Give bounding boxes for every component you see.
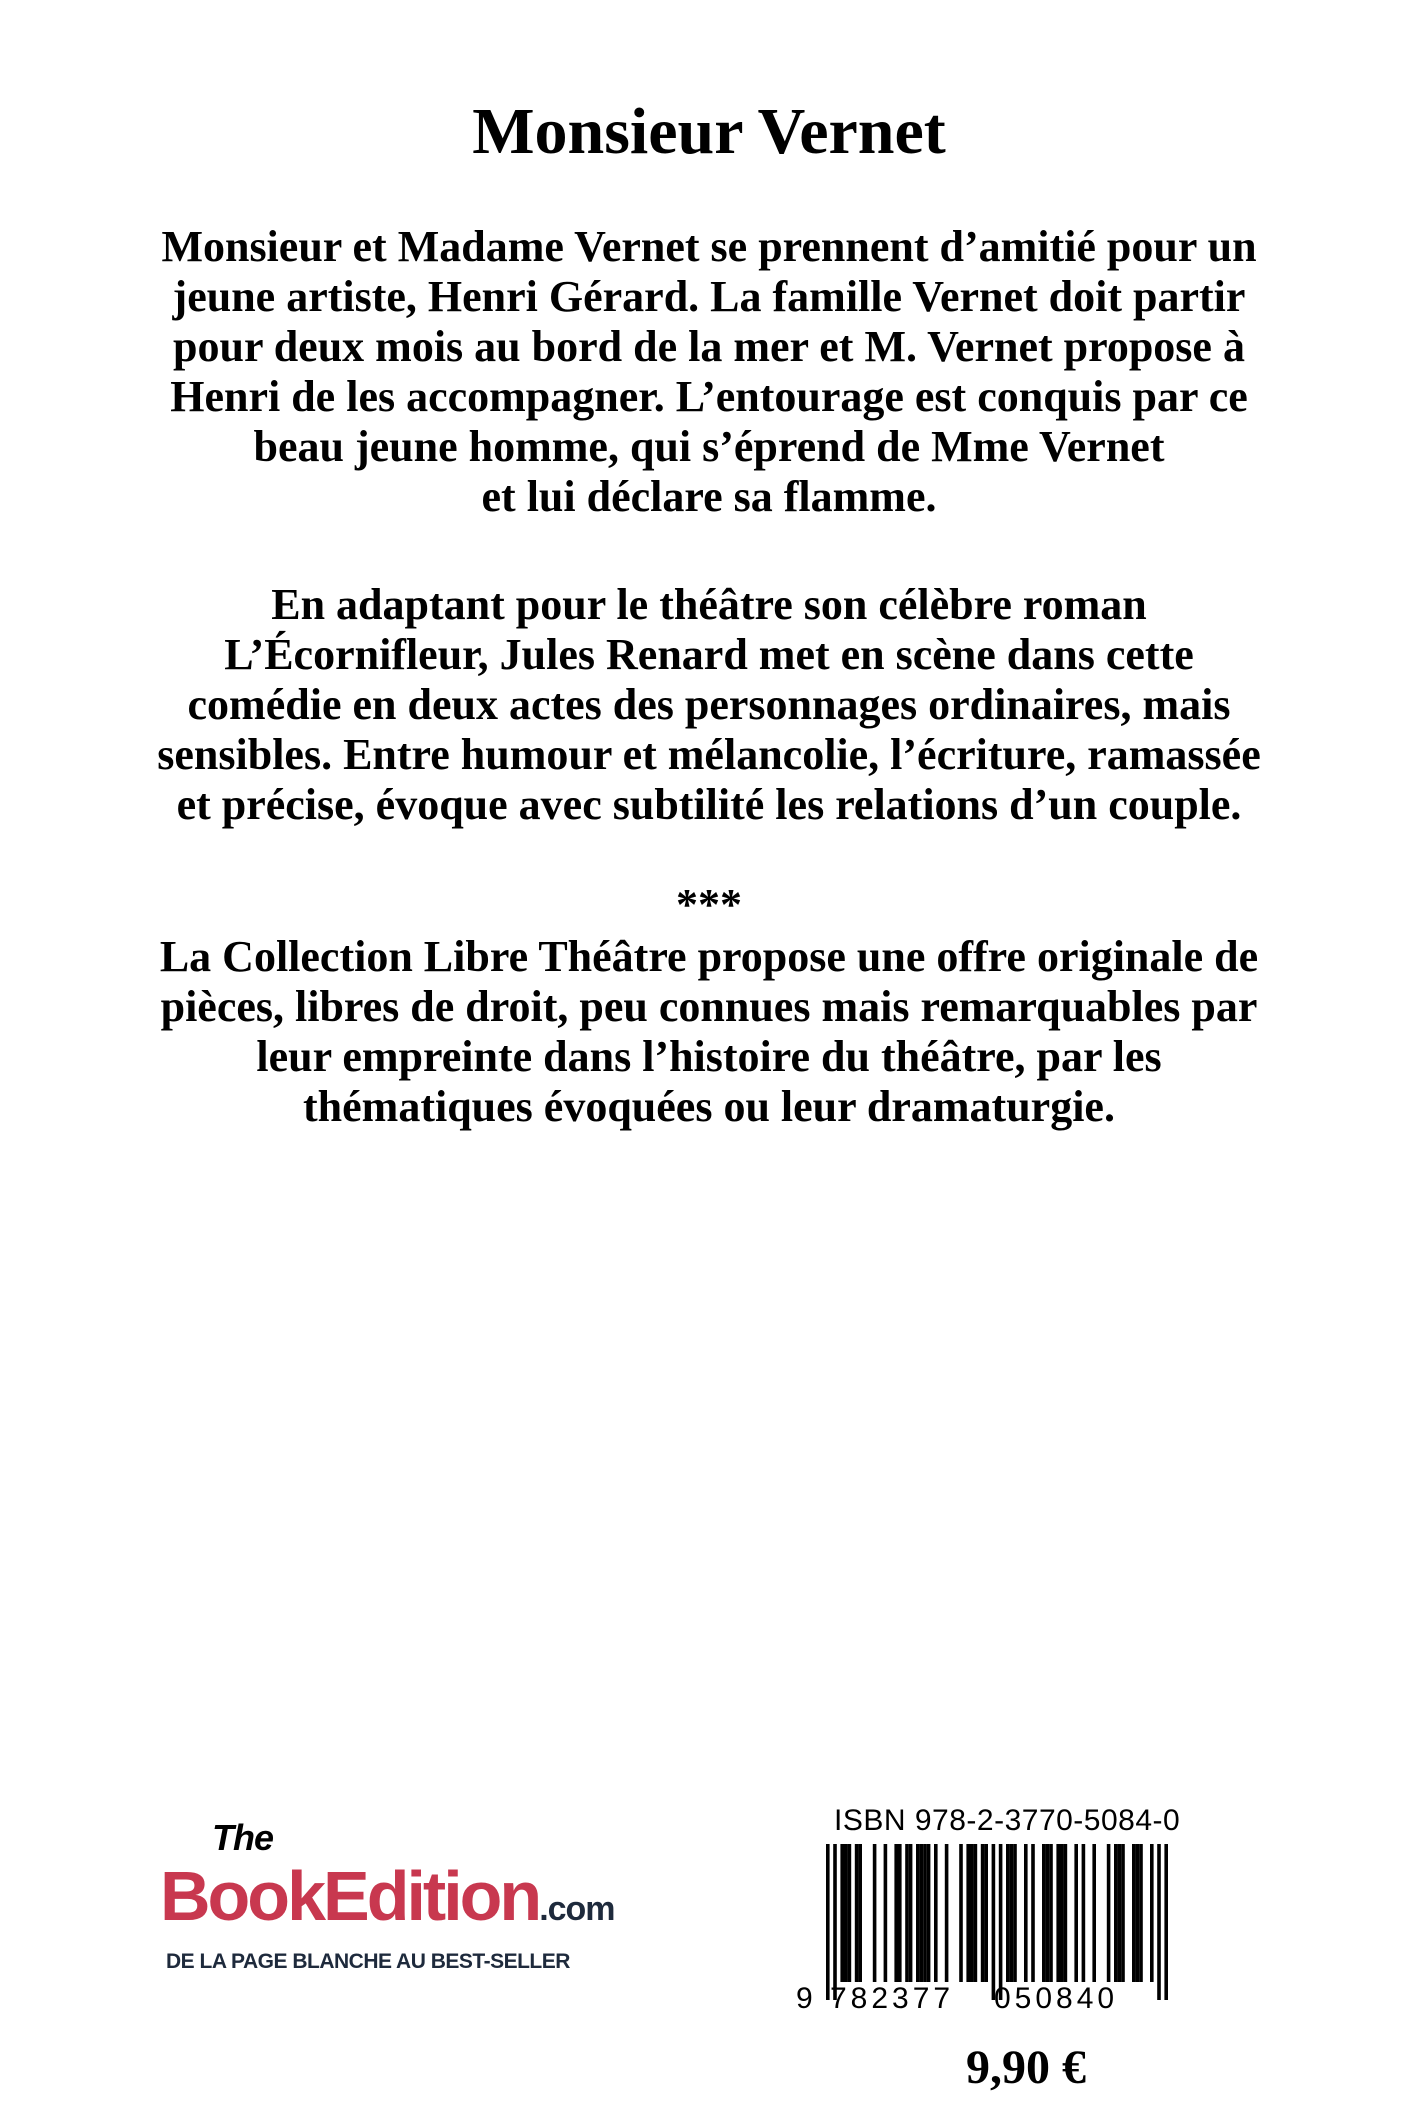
barcode-bar	[1031, 1844, 1035, 1982]
barcode-bar	[855, 1844, 859, 1982]
barcode-bar	[1074, 1844, 1078, 1982]
adaptation-line: sensibles. Entre humour et mélancolie, l’écriture, ramassée	[157, 730, 1261, 779]
isbn-label: ISBN 978-2-3770-5084-0	[834, 1804, 1181, 1837]
barcode-bar	[1136, 1844, 1140, 1982]
logo-brand-main: BookEdition	[160, 1857, 540, 1935]
collection-line: leur empreinte dans l’histoire du théâtre, par les	[256, 1032, 1162, 1081]
barcode-bar	[840, 1844, 844, 1982]
isbn-barcode	[796, 1804, 1196, 2028]
barcode-bar	[1056, 1844, 1060, 1982]
section-separator: ***	[676, 880, 742, 929]
barcode-bar	[1013, 1844, 1017, 1982]
barcode-bar	[894, 1844, 898, 1982]
adaptation-line: L’Écornifleur, Jules Renard met en scène dans cette	[224, 630, 1194, 679]
logo-tagline: DE LA PAGE BLANCHE AU BEST-SELLER	[166, 1950, 570, 1973]
adaptation-line: comédie en deux actes des personnages ordinaires, mais	[187, 680, 1231, 729]
barcode-bar	[1024, 1844, 1028, 1982]
barcode-left-digits: 782377	[830, 1982, 955, 2015]
barcode-bar	[999, 1844, 1003, 2000]
barcode-bar	[1064, 1844, 1068, 1982]
barcode-first-digit: 9	[796, 1982, 813, 2015]
book-title: Monsieur Vernet	[472, 95, 946, 168]
barcode-bar	[884, 1844, 888, 1982]
barcode-bar	[848, 1844, 852, 1982]
logo-the-text: The	[212, 1817, 274, 1858]
barcode-bar	[1082, 1844, 1086, 1982]
barcode-bar	[1114, 1844, 1118, 1982]
adaptation-line: En adaptant pour le théâtre son célèbre roman	[271, 580, 1147, 629]
barcode-bar	[1132, 1844, 1136, 1982]
summary-line: Henri de les accompagner. L’entourage est conquis par ce	[170, 372, 1248, 421]
summary-line: Monsieur et Madame Vernet se prennent d’amitié pour un	[161, 222, 1257, 271]
barcode-bar	[916, 1844, 920, 1982]
barcode-bar	[1157, 1844, 1161, 2000]
barcode-bar	[909, 1844, 913, 1982]
adaptation-paragraph	[60, 580, 1358, 830]
barcode-bar	[974, 1844, 978, 1982]
barcode-bar	[992, 1844, 996, 2000]
barcode-bar	[1107, 1844, 1111, 1982]
barcode-bar	[844, 1844, 848, 1982]
barcode-bar	[833, 1844, 837, 2000]
collection-line: pièces, libres de droit, peu connues mais remarquables par	[160, 982, 1258, 1031]
collection-line: La Collection Libre Théâtre propose une offre originale de	[159, 932, 1259, 981]
barcode-bar	[927, 1844, 931, 1982]
barcode-bar	[1042, 1844, 1046, 1982]
barcode-bar	[1046, 1844, 1050, 1982]
barcode-bar	[934, 1844, 938, 1982]
barcode-bar	[1121, 1844, 1125, 1982]
summary-line: et lui déclare sa flamme.	[481, 472, 937, 521]
barcode-bar	[858, 1844, 862, 1982]
barcode-bar	[970, 1844, 974, 1982]
barcode-bar	[923, 1844, 927, 1982]
barcode-bar	[1060, 1844, 1064, 1982]
barcode-bar	[959, 1844, 963, 1982]
summary-line: jeune artiste, Henri Gérard. La famille Vernet doit partir	[172, 272, 1246, 321]
barcode-bar	[1164, 1844, 1168, 2000]
barcode-bar	[945, 1844, 949, 1982]
summary-line: pour deux mois au bord de la mer et M. Vernet propose à	[173, 322, 1245, 371]
barcode-bar	[905, 1844, 909, 1982]
barcode-bar	[1092, 1844, 1096, 1982]
summary-line: beau jeune homme, qui s’éprend de Mme Vernet	[253, 422, 1165, 471]
adaptation-line: et précise, évoque avec subtilité les relations d’un couple.	[176, 780, 1242, 829]
barcode-bar	[981, 1844, 985, 1982]
barcode-bar	[966, 1844, 970, 1982]
barcode-bar	[1010, 1844, 1014, 1982]
barcode-bar	[1150, 1844, 1154, 1982]
barcode-bar	[984, 1844, 988, 1982]
collection-line: thématiques évoquées ou leur dramaturgie.	[303, 1082, 1115, 1131]
barcode-bar	[1006, 1844, 1010, 1982]
barcode-bar	[1139, 1844, 1143, 1982]
summary-paragraph	[60, 222, 1358, 522]
logo-brand-suffix: .com	[539, 1890, 615, 1928]
barcode-bar	[920, 1844, 924, 1982]
publisher-logo	[160, 1817, 630, 1990]
barcode-bar	[873, 1844, 877, 1982]
collection-paragraph	[60, 932, 1358, 1132]
barcode-bar	[1118, 1844, 1122, 1982]
barcode-bar	[826, 1844, 830, 2000]
price: 9,90 €	[966, 2041, 1086, 2094]
logo-brand	[160, 1858, 615, 1947]
barcode-bar	[898, 1844, 902, 1982]
barcode-right-digits: 050840	[994, 1982, 1119, 2015]
barcode-bar	[1049, 1844, 1053, 1982]
